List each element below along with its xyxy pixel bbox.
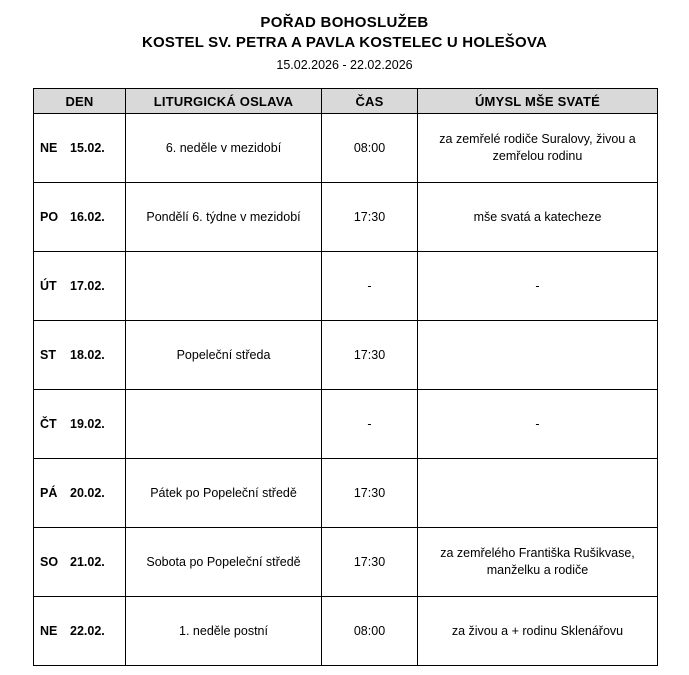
table-row xyxy=(34,252,658,321)
day-name: NE xyxy=(40,623,58,638)
cell-time: 17:30 xyxy=(322,183,418,252)
cell-day xyxy=(34,390,126,459)
day-date: 15.02. xyxy=(70,140,105,155)
cell-celebration xyxy=(126,390,322,459)
cell-day xyxy=(34,528,126,597)
day-name: PO xyxy=(40,209,59,224)
table-row xyxy=(34,321,658,390)
table-row xyxy=(34,183,658,252)
day-date: 18.02. xyxy=(70,347,105,362)
cell-intention xyxy=(418,321,658,390)
day-name: ÚT xyxy=(40,278,57,293)
column-header-cas: ČAS xyxy=(322,89,418,114)
column-header-liturgicka-oslava: LITURGICKÁ OSLAVA xyxy=(126,89,322,114)
cell-time: 17:30 xyxy=(322,459,418,528)
cell-day xyxy=(34,114,126,183)
column-header-umysl-mse-svate: ÚMYSL MŠE SVATÉ xyxy=(418,89,658,114)
day-name: NE xyxy=(40,140,58,155)
cell-time: 17:30 xyxy=(322,321,418,390)
cell-celebration: Popeleční středa xyxy=(126,321,322,390)
cell-intention: - xyxy=(418,252,658,321)
cell-day xyxy=(34,252,126,321)
cell-celebration: Pondělí 6. týdne v mezidobí xyxy=(126,183,322,252)
cell-time: - xyxy=(322,390,418,459)
cell-time: - xyxy=(322,252,418,321)
schedule-table-wrapper xyxy=(33,88,657,666)
cell-celebration: Pátek po Popeleční středě xyxy=(126,459,322,528)
column-header-den: DEN xyxy=(34,89,126,114)
cell-intention: za zemřelého Františka Rušikvase, manželku a rodiče xyxy=(418,528,658,597)
day-date: 19.02. xyxy=(70,416,105,431)
cell-day xyxy=(34,459,126,528)
table-header-row xyxy=(34,89,658,114)
schedule-table xyxy=(33,88,658,666)
day-date: 22.02. xyxy=(70,623,105,638)
cell-time: 08:00 xyxy=(322,114,418,183)
cell-intention xyxy=(418,459,658,528)
document-header xyxy=(0,0,689,75)
cell-intention: mše svatá a katecheze xyxy=(418,183,658,252)
day-date: 17.02. xyxy=(70,278,105,293)
page-subtitle: KOSTEL SV. PETRA A PAVLA KOSTELEC U HOLEŠOVA xyxy=(142,34,547,51)
cell-time: 08:00 xyxy=(322,597,418,666)
day-name: PÁ xyxy=(40,485,58,500)
cell-day xyxy=(34,321,126,390)
table-row xyxy=(34,390,658,459)
page-title: POŘAD BOHOSLUŽEB xyxy=(260,14,429,31)
cell-celebration xyxy=(126,252,322,321)
table-row xyxy=(34,114,658,183)
cell-day xyxy=(34,597,126,666)
cell-celebration: Sobota po Popeleční středě xyxy=(126,528,322,597)
cell-intention: za živou a + rodinu Sklenářovu xyxy=(418,597,658,666)
day-name: ČT xyxy=(40,416,57,431)
day-name: ST xyxy=(40,347,56,362)
date-range: 15.02.2026 - 22.02.2026 xyxy=(276,58,413,72)
cell-celebration: 1. neděle postní xyxy=(126,597,322,666)
day-date: 16.02. xyxy=(70,209,105,224)
table-row xyxy=(34,528,658,597)
table-row xyxy=(34,459,658,528)
cell-intention: za zemřelé rodiče Suralovy, živou a zemřelou rodinu xyxy=(418,114,658,183)
day-date: 21.02. xyxy=(70,554,105,569)
cell-celebration: 6. neděle v mezidobí xyxy=(126,114,322,183)
cell-day xyxy=(34,183,126,252)
cell-intention: - xyxy=(418,390,658,459)
day-date: 20.02. xyxy=(70,485,105,500)
table-body xyxy=(34,114,658,666)
table-row xyxy=(34,597,658,666)
cell-time: 17:30 xyxy=(322,528,418,597)
day-name: SO xyxy=(40,554,59,569)
